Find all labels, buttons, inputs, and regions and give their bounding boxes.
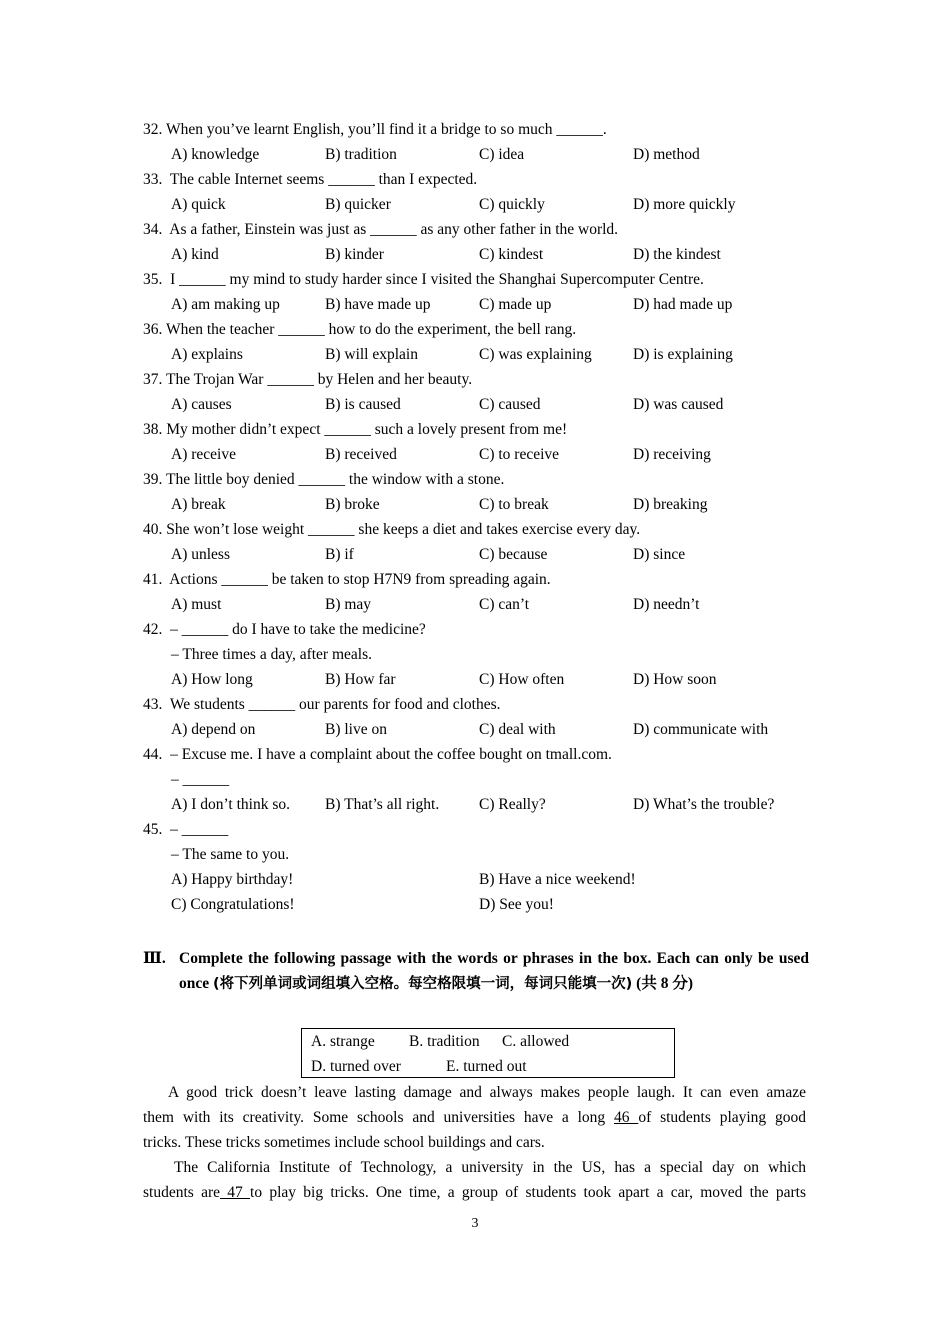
question-45-option-b: B) Have a nice weekend!: [479, 871, 636, 888]
question-40-stem: 40. She won’t lose weight ______ she keeps a diet and takes exercise every day.: [143, 521, 641, 538]
question-36-stem: 36. When the teacher ______ how to do the experiment, the bell rang.: [143, 321, 577, 338]
question-45-option-d: D) See you!: [479, 896, 554, 913]
question-32-option-d: D) method: [633, 146, 700, 163]
blank-46[interactable]: 46: [614, 1109, 639, 1126]
question-41-option-d: D) needn’t: [633, 596, 700, 613]
question-41-option-a: A) must: [171, 596, 222, 613]
question-36-option-d: D) is explaining: [633, 346, 733, 363]
question-32-option-a: A) knowledge: [171, 146, 260, 163]
section-instruction-en: Complete the following passage with the words or phrases in the box. Each can only be used once: [179, 950, 809, 992]
page-number: 3: [471, 1216, 479, 1231]
question-35-option-b: B) have made up: [325, 296, 431, 313]
question-37-stem: 37. The Trojan War ______ by Helen and her beauty.: [143, 371, 473, 388]
question-45-option-c: C) Congratulations!: [171, 896, 295, 913]
question-41-stem: 41. Actions ______ be taken to stop H7N9 from spreading again.: [143, 571, 551, 588]
question-43-option-a: A) depend on: [171, 721, 256, 738]
question-35-option-d: D) had made up: [633, 296, 733, 313]
question-40-option-b: B) if: [325, 546, 354, 563]
question-40-option-c: C) because: [479, 546, 548, 563]
question-35-stem: 35. I ______ my mind to study harder since I visited the Shanghai Supercomputer Centre.: [143, 271, 704, 288]
question-35-option-a: A) am making up: [171, 296, 280, 313]
question-32-stem: 32. When you’ve learnt English, you’ll find it a bridge to so much ______.: [143, 121, 607, 138]
passage-line: tricks. These tricks sometimes include school buildings and cars.: [143, 1134, 545, 1151]
passage-paragraph-1: [143, 1080, 806, 1155]
question-42-option-c: C) How often: [479, 671, 565, 688]
question-44-option-a: A) I don’t think so.: [171, 796, 290, 813]
question-37-option-a: A) causes: [171, 396, 232, 413]
passage-text: them with its creativity. Some schools and universities have a long: [143, 1109, 606, 1126]
question-35-option-c: C) made up: [479, 296, 552, 313]
word-option-b: B. tradition: [409, 1033, 480, 1050]
question-41-option-c: C) can’t: [479, 596, 530, 613]
word-option-a: A. strange: [311, 1033, 375, 1050]
word-option-c: C. allowed: [502, 1033, 570, 1050]
blank-47[interactable]: 47: [220, 1184, 251, 1201]
section-instruction: [179, 946, 809, 997]
word-box: [301, 1028, 675, 1078]
section-points: (共 8 分): [636, 975, 693, 992]
question-42-option-a: A) How long: [171, 671, 253, 688]
question-33-option-b: B) quicker: [325, 196, 391, 213]
question-40-option-a: A) unless: [171, 546, 230, 563]
question-33-option-d: D) more quickly: [633, 196, 736, 213]
question-42-option-d: D) How soon: [633, 671, 717, 688]
question-38-option-d: D) receiving: [633, 446, 711, 463]
question-36-option-c: C) was explaining: [479, 346, 592, 363]
question-42-stem: 42. – ______ do I have to take the medicine?: [143, 621, 426, 638]
passage-paragraph-2: [143, 1155, 806, 1205]
question-44-reply: – ______: [171, 771, 230, 788]
question-32-option-b: B) tradition: [325, 146, 397, 163]
word-option-e: E. turned out: [446, 1058, 527, 1075]
passage-text: students are: [143, 1184, 220, 1201]
question-38-stem: 38. My mother didn’t expect ______ such a lovely present from me!: [143, 421, 568, 438]
question-38-option-a: A) receive: [171, 446, 236, 463]
question-34-option-a: A) kind: [171, 246, 219, 263]
question-34-option-c: C) kindest: [479, 246, 544, 263]
question-45-stem: 45. – ______: [143, 821, 229, 838]
question-33-option-a: A) quick: [171, 196, 226, 213]
question-37-option-c: C) caused: [479, 396, 541, 413]
question-44-option-b: B) That’s all right.: [325, 796, 440, 813]
question-37-option-b: B) is caused: [325, 396, 401, 413]
question-34-option-d: D) the kindest: [633, 246, 721, 263]
question-45-reply: – The same to you.: [171, 846, 290, 863]
question-38-option-c: C) to receive: [479, 446, 560, 463]
question-43-stem: 43. We students ______ our parents for food and clothes.: [143, 696, 501, 713]
question-45-option-a: A) Happy birthday!: [171, 871, 294, 888]
question-39-option-a: A) break: [171, 496, 226, 513]
question-32-option-c: C) idea: [479, 146, 525, 163]
passage-line: [143, 1180, 806, 1205]
question-43-option-c: C) deal with: [479, 721, 556, 738]
question-36-option-a: A) explains: [171, 346, 243, 363]
question-39-option-b: B) broke: [325, 496, 380, 513]
question-43-option-b: B) live on: [325, 721, 387, 738]
question-39-option-c: C) to break: [479, 496, 549, 513]
question-44-stem: 44. – Excuse me. I have a complaint about the coffee bought on tmall.com.: [143, 746, 612, 763]
question-39-option-d: D) breaking: [633, 496, 708, 513]
section-number: Ⅲ.: [143, 950, 166, 967]
question-44-option-d: D) What’s the trouble?: [633, 796, 775, 813]
question-42-reply: – Three times a day, after meals.: [171, 646, 372, 663]
passage-text: to play big tricks. One time, a group of students took apart a car, moved the parts: [250, 1184, 806, 1201]
question-37-option-d: D) was caused: [633, 396, 724, 413]
question-38-option-b: B) received: [325, 446, 397, 463]
question-44-option-c: C) Really?: [479, 796, 546, 813]
passage-line: The California Institute of Technology, a university in the US, has a special day on which: [174, 1159, 806, 1176]
word-option-d: D. turned over: [311, 1058, 401, 1075]
question-36-option-b: B) will explain: [325, 346, 418, 363]
question-41-option-b: B) may: [325, 596, 372, 613]
question-33-option-c: C) quickly: [479, 196, 545, 213]
question-43-option-d: D) communicate with: [633, 721, 769, 738]
passage-text: of students playing good: [638, 1109, 807, 1126]
passage-line: A good trick doesn’t leave lasting damage and always makes people laugh. It can even amaze: [168, 1084, 806, 1101]
question-33-stem: 33. The cable Internet seems ______ than I expected.: [143, 171, 478, 188]
passage-line: [143, 1105, 806, 1130]
section-instruction-cn: (将下列单词或词组填入空格。每空格限填一词，每词只能填一次): [213, 976, 633, 992]
question-34-option-b: B) kinder: [325, 246, 384, 263]
question-34-stem: 34. As a father, Einstein was just as ______ as any other father in the world.: [143, 221, 619, 238]
question-42-option-b: B) How far: [325, 671, 396, 688]
question-40-option-d: D) since: [633, 546, 686, 563]
question-39-stem: 39. The little boy denied ______ the window with a stone.: [143, 471, 505, 488]
